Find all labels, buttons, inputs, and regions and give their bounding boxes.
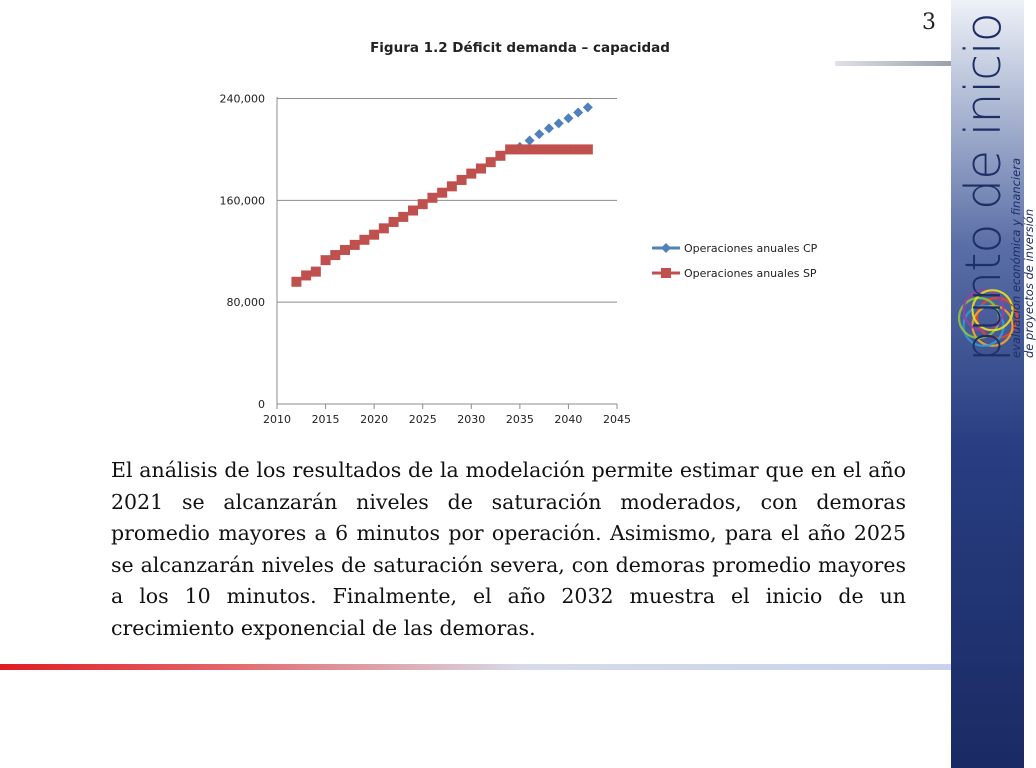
sp-data-point [291,277,301,287]
sp-data-point [408,206,418,216]
legend-label: Operaciones anuales SP [684,267,817,280]
sp-data-point [311,267,321,277]
sp-data-point [340,245,350,255]
body-paragraph: El análisis de los resultados de la modelación permite estimar que en el año 2021 se alcanzarán niveles de saturación moderados, con demoras promedio mayores a 6 minutos por operación. Asimismo, para el año 2025 se alcanzarán niveles de saturación severa, con demoras promedio mayores a los 10 minutos. Finalmente, el año 2032 muestra el inicio de un crecimiento exponencial de las demoras. [111,458,906,640]
sp-data-point [505,144,515,154]
sp-data-point [573,144,583,154]
sp-data-point [369,230,379,240]
x-tick-label: 2025 [408,413,437,426]
footer-divider [0,664,951,670]
brand-tagline-2: de proyectos de inversión [1022,208,1036,358]
sp-data-point [457,175,467,185]
sp-data-point [515,144,525,154]
cp-data-point [525,136,535,146]
x-tick-label: 2020 [360,413,389,426]
chart [200,80,850,440]
sp-data-point [398,212,408,222]
sp-data-point [301,270,311,280]
sp-data-point [379,223,389,233]
legend-label: Operaciones anuales CP [684,242,818,255]
page-number: 3 [922,10,936,35]
y-tick-label: 80,000 [226,296,265,310]
sp-data-point [554,144,564,154]
sp-data-point [389,217,399,227]
chart-title: Figura 1.2 Déficit demanda – capacidad [370,40,670,56]
sp-data-point [359,235,369,245]
x-tick-label: 2015 [311,413,340,426]
cp-data-point [554,118,564,128]
sp-data-point [583,144,593,154]
sp-data-point [525,144,535,154]
brand-tagline-1: evaluación económica y financiera [1009,157,1023,358]
sp-data-point [544,144,554,154]
x-tick-label: 2035 [505,413,534,426]
x-tick-label: 2030 [457,413,486,426]
cp-data-point [573,108,583,118]
brand-name: punto de inicio [955,13,1012,362]
y-tick-label: 160,000 [219,194,265,208]
sp-data-point [321,255,331,265]
sp-data-point [466,169,476,179]
header-divider [835,61,951,66]
sp-data-point [534,144,544,154]
y-tick-label: 240,000 [219,92,265,106]
cp-data-point [544,123,554,133]
x-tick-label: 2045 [603,413,631,426]
legend-marker [661,268,671,278]
sp-data-point [330,250,340,260]
sp-data-point [563,144,573,154]
cp-data-point [563,113,573,123]
sp-data-point [495,151,505,161]
sp-data-point [418,199,428,209]
cp-data-point [534,129,544,139]
sp-data-point [437,188,447,198]
brand-block [955,13,1036,362]
y-tick-label: 0 [258,398,265,411]
legend-marker [661,243,671,253]
x-tick-label: 2010 [263,413,291,426]
sp-data-point [476,164,486,174]
sp-data-point [447,181,457,191]
sp-data-point [350,240,360,250]
sp-data-point [427,193,437,203]
cp-data-point [583,102,593,112]
x-tick-label: 2040 [554,413,583,426]
sp-data-point [486,157,496,167]
